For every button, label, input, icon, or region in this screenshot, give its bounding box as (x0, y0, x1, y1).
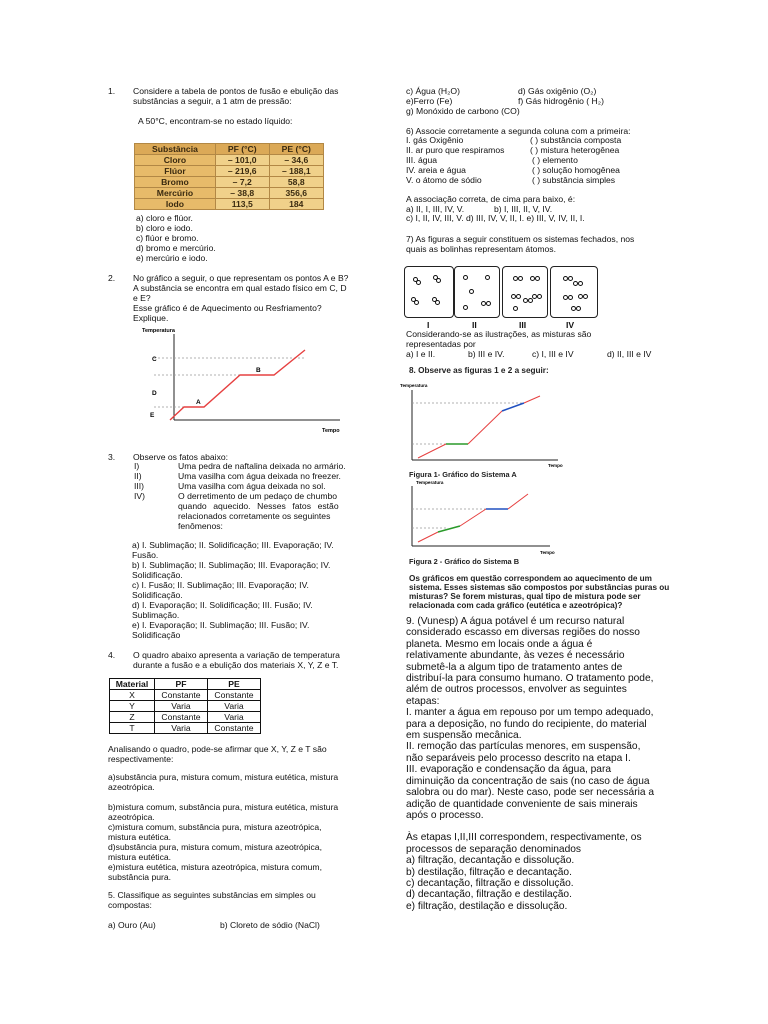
q4-stem-line1: O quadro abaixo apresenta a variação de temperatura (133, 650, 340, 660)
q9-line: relativamente abundante, às vezes é necessário (406, 650, 625, 662)
q9-line: adição de quantidade conveniente de sais minerais (406, 798, 638, 810)
q6-right-item: ( ) substância composta (530, 135, 622, 145)
q3-intro: Observe os fatos abaixo: (133, 452, 229, 462)
q7-option-a: a) I e II. (406, 349, 436, 359)
q9-body (406, 616, 660, 912)
q6-option-a: a) II, I, III, IV, V. (406, 204, 465, 214)
q9-line: submetê-la a algum tipo de tratamento antes de (406, 661, 623, 673)
system-label-i: I (427, 320, 430, 330)
q3-fact-text: Uma vasilha com água deixada no freezer. (178, 471, 341, 481)
q8-text-line: sistema. Esses sistemas são compostos por substâncias puras ou (409, 583, 670, 592)
table-cell: Mercúrio (135, 188, 216, 199)
q6-left-item: IV. areia e água (406, 165, 466, 175)
q3-fact-num: I) (134, 461, 140, 471)
q1-option-b: b) cloro e iodo. (136, 223, 193, 233)
q1-number: 1. (108, 86, 116, 96)
q9-line: em suspensão mecânica. (406, 730, 522, 742)
system-a-graph (398, 382, 578, 470)
q6-left-item: I. gás Oxigênio (406, 135, 464, 145)
q4-option-d: d)substância pura, mistura comum, mistura azeotrópica, (108, 842, 322, 852)
q6-right-item: ( ) elemento (532, 155, 578, 165)
table-row (110, 723, 261, 734)
q3-fact-num: II) (134, 471, 142, 481)
q6-stem: 6) Associe corretamente a segunda coluna com a primeira: (406, 126, 631, 136)
q3-fact-cont: quando aquecido. Nesses fatos estão (178, 501, 339, 511)
q4-option-e-cont: substância pura. (108, 872, 172, 882)
x-axis-label: Tempo (548, 463, 563, 468)
q4-number: 4. (108, 650, 116, 660)
q3-fact-num: IV) (134, 491, 145, 501)
heating-curve (170, 350, 305, 420)
table-cell: 58,8 (269, 177, 323, 188)
y-axis-label: Temperatura (416, 480, 444, 485)
point-label-b: B (256, 367, 261, 374)
q4-stem-line2: durante a fusão e a ebulição dos materiais X, Y, Z e T. (133, 660, 339, 670)
table-row (135, 155, 324, 166)
q1-stem-line1: Considere a tabela de pontos de fusão e ebulição das (133, 86, 339, 96)
figure-1-caption: Figura 1- Gráfico do Sistema A (409, 470, 517, 479)
table-cell: 113,5 (215, 199, 269, 210)
table-cell: 356,6 (269, 188, 323, 199)
q6-options-cde: c) I, II, IV, III, V. d) III, IV, V, II, I. e) III, V, IV, II, I. (406, 213, 585, 223)
q3-fact-cont: fenômenos: (178, 521, 223, 531)
table-header: PF (°C) (215, 144, 269, 155)
q1-stem-line3: A 50°C, encontram-se no estado líquido: (138, 116, 293, 126)
q3-option-e: e) I. Evaporação; II. Sublimação; III. Fusão; IV. (132, 620, 310, 630)
table-cell: Iodo (135, 199, 216, 210)
q4-option-a: a)substância pura, mistura comum, mistura eutética, mistura (108, 772, 339, 782)
y-axis-label: Temperatura (400, 383, 428, 388)
q7-after-line1: Considerando-se as ilustrações, as misturas são (406, 329, 592, 339)
x-axis-label: Tempo (540, 550, 555, 555)
point-label-a: A (196, 399, 201, 406)
q3-option-c: c) I. Fusão; II. Sublimação; III. Evaporação; IV. (132, 580, 309, 590)
q3-option-d: d) I. Evaporação; II. Solidificação; III. Fusão; IV. (132, 600, 313, 610)
q3-fact-text: O derretimento de um pedaço de chumbo (178, 491, 338, 501)
q5-stem-line2: compostas: (108, 900, 152, 910)
q9-option-e: e) filtração, destilação e dissolução. (406, 900, 568, 912)
q9-line: 9. (Vunesp) A água potável é um recurso natural (406, 616, 625, 627)
system-b-graph (398, 478, 578, 558)
q3-option-b: b) I. Sublimação; II. Sublimação; III. Evaporação; IV. (132, 560, 331, 570)
q2-line: e E? (133, 293, 151, 303)
q3-fact-text: Uma pedra de naftalina deixada no armário. (178, 461, 346, 471)
table-cell: Varia (207, 712, 260, 723)
q5-item-b: b) Cloreto de sódio (NaCl) (220, 920, 320, 930)
system-label-iii: III (519, 320, 527, 330)
system-label-ii: II (472, 320, 477, 330)
q9-line: II. remoção das partículas menores, em suspensão, (406, 741, 641, 753)
q6-left-item: III. água (406, 155, 438, 165)
q8-text-line: misturas? Se forem misturas, qual tipo de mistura pode ser (409, 592, 641, 601)
q5-item-f: f) Gás hidrogênio ( H₂) (518, 96, 604, 106)
system-box-ii (454, 266, 500, 318)
q9-line: etapas: (406, 695, 440, 707)
q4-option-d-cont: mistura eutética. (108, 852, 172, 862)
q1-option-e: e) mercúrio e iodo. (136, 253, 208, 263)
q8-title: 8. Observe as figuras 1 e 2 a seguir: (409, 366, 549, 375)
table-cell: Varia (154, 701, 207, 712)
q7-option-c: c) I, III e IV (532, 349, 574, 359)
q7-option-d: d) II, III e IV (607, 349, 652, 359)
q3-number: 3. (108, 452, 116, 462)
q4-option-b: b)mistura comum, substância pura, mistura eutética, mistura (108, 802, 339, 812)
q2-line: Explique. (133, 313, 169, 323)
table-cell: – 7,2 (215, 177, 269, 188)
table-row (135, 166, 324, 177)
table-cell: – 34,6 (269, 155, 323, 166)
q9-option-b: b) destilação, filtração e decantação. (406, 866, 572, 878)
q9-line: distribuí-la para consumo humano. O tratamento pode, (406, 673, 654, 685)
table-cell: Constante (207, 690, 260, 701)
table-cell: – 219,6 (215, 166, 269, 177)
q9-line: não separáveis pelo processo descrito na etapa I. (406, 752, 631, 764)
table-cell: Cloro (135, 155, 216, 166)
q2-line: Esse gráfico é de Aquecimento ou Resfriamento? (133, 303, 322, 313)
figure-2-caption: Figura 2 - Gráfico do Sistema B (409, 557, 520, 566)
table-cell: Varia (154, 723, 207, 734)
q9-line: III. evaporação e condensação da água, para (406, 764, 612, 776)
table-header: Material (110, 679, 155, 690)
q4-option-c-cont: mistura eutética. (108, 832, 172, 842)
table-cell: Constante (154, 712, 207, 723)
q4-option-c: c)mistura comum, substância pura, mistura azeotrópica, (108, 822, 322, 832)
table-cell: Y (110, 701, 155, 712)
table-row (110, 701, 261, 712)
table-cell: – 101,0 (215, 155, 269, 166)
table-cell: X (110, 690, 155, 701)
table-cell: Z (110, 712, 155, 723)
q9-line: diminuição da concentração de sais (no caso de água (406, 775, 650, 787)
table-row (135, 177, 324, 188)
table-row (135, 199, 324, 210)
q8-text-line: Os gráficos em questão correspondem ao aquecimento de um (409, 574, 652, 583)
q6-option-b: b) I, III, II, V, IV. (494, 204, 553, 214)
q8-text-line: relacionada com cada gráfico (eutética e azeotrópica)? (409, 601, 623, 610)
q9-option-d: d) decantação, filtração e destilação. (406, 889, 572, 901)
q6-right-item: ( ) solução homogênea (532, 165, 620, 175)
q9-option-a: a) filtração, decantação e dissolução. (406, 855, 575, 867)
table-cell: – 38,8 (215, 188, 269, 199)
q3-option-e-cont: Solidificação (132, 630, 181, 640)
q1-option-a: a) cloro e flúor. (136, 213, 193, 223)
table-cell: Flúor (135, 166, 216, 177)
q4-after-line2: respectivamente: (108, 754, 174, 764)
q9-line: considerado escasso em diversas regiões do nosso (406, 627, 640, 639)
q6-left-item: V. o átomo de sódio (406, 175, 482, 185)
q1-option-c: c) flúor e bromo. (136, 233, 199, 243)
materials-table (109, 678, 261, 734)
q3-option-c-cont: Solidificação. (132, 590, 183, 600)
q3-fact-text: Uma vasilha com água deixada no sol. (178, 481, 326, 491)
table-header: PE (207, 679, 260, 690)
q3-option-d-cont: Sublimação. (132, 610, 180, 620)
q3-fact-num: III) (134, 481, 145, 491)
q5-item-g: g) Monóxido de carbono (CO) (406, 106, 520, 116)
table-row (110, 690, 261, 701)
table-cell: 184 (269, 199, 323, 210)
q1-stem-line2: substâncias a seguir, a 1 atm de pressão: (133, 96, 292, 106)
heating-curve-graph (140, 328, 350, 438)
q9-line: I. manter a água em repouso por um tempo adequado, (406, 707, 654, 719)
q6-right-item: ( ) substância simples (532, 175, 616, 185)
q9-question-line1: Às etapas I,II,III correspondem, respectivamente, os (406, 832, 642, 844)
q6-question: A associação correta, de cima para baixo, é: (406, 194, 576, 204)
q2-line: No gráfico a seguir, o que representam os pontos A e B? (133, 273, 349, 283)
q4-after-line1: Analisando o quadro, pode-se afirmar que X, Y, Z e T são (108, 744, 327, 754)
system-box-i (404, 266, 454, 318)
q7-stem-line2: quais as bolinhas representam átomos. (406, 244, 556, 254)
q9-question-line2: processos de separação denominados (406, 843, 581, 855)
table-header: PE (°C) (269, 144, 323, 155)
table-header: PF (154, 679, 207, 690)
q5-item-c: c) Água (H₂O) (406, 86, 460, 96)
atom-systems-figure (404, 266, 652, 318)
q4-option-b-cont: azeotrópica. (108, 812, 155, 822)
q2-line: A substância se encontra em qual estado físico em C, D (133, 283, 347, 293)
q7-after-line2: representadas por (406, 339, 476, 349)
q7-stem-line1: 7) As figuras a seguir constituem os sistemas fechados, nos (406, 234, 635, 244)
q9-line: salobra ou do mar). Neste caso, pode ser necessária a (406, 787, 655, 799)
point-label-c: C (152, 356, 157, 363)
table-cell: Constante (154, 690, 207, 701)
q2-number: 2. (108, 273, 116, 283)
table-cell: – 188,1 (269, 166, 323, 177)
q5-item-a: a) Ouro (Au) (108, 920, 156, 930)
x-axis-label: Tempo (322, 428, 340, 434)
q9-option-c: c) decantação, filtração e dissolução. (406, 877, 574, 889)
q4-option-a-cont: azeotrópica. (108, 782, 155, 792)
q9-line: após o processo. (406, 809, 484, 821)
q7-option-b: b) III e IV. (468, 349, 505, 359)
system-box-iii (502, 266, 548, 318)
table-row (110, 712, 261, 723)
q4-option-e: e)mistura eutética, mistura azeotrópica, mistura comum, (108, 862, 322, 872)
melting-boiling-table (134, 143, 324, 210)
table-cell: Bromo (135, 177, 216, 188)
system-label-iv: IV (566, 320, 575, 330)
q5-item-e: e)Ferro (Fe) (406, 96, 453, 106)
system-box-iv (550, 266, 598, 318)
q9-line: além de outros processos, envolver as seguintes (406, 684, 627, 696)
q3-fact-cont: relacionados corretamente os seguintes (178, 511, 331, 521)
table-cell: T (110, 723, 155, 734)
table-row (135, 188, 324, 199)
q6-left-item: II. ar puro que respiramos (406, 145, 505, 155)
q9-line: planeta. Mesmo em locais onde a água é (406, 638, 593, 650)
q6-right-item: ( ) mistura heterogênea (530, 145, 620, 155)
q3-option-a: a) I. Sublimação; II. Solidificação; III. Evaporação; IV. (132, 540, 334, 550)
q1-option-d: d) bromo e mercúrio. (136, 243, 216, 253)
table-header: Substância (135, 144, 216, 155)
point-label-e: E (150, 412, 155, 419)
point-label-d: D (152, 390, 157, 397)
table-cell: Varia (207, 701, 260, 712)
q5-item-d: d) Gás oxigênio (O₂) (518, 86, 597, 96)
q9-line: para a deposição, no fundo do recipiente, do material (406, 718, 647, 730)
table-cell: Constante (207, 723, 260, 734)
q3-option-a-cont: Fusão. (132, 550, 159, 560)
y-axis-label: Temperatura (142, 328, 175, 334)
q3-option-b-cont: Solidificação. (132, 570, 183, 580)
q5-stem-line1: 5. Classifique as seguintes substâncias em simples ou (108, 890, 316, 900)
